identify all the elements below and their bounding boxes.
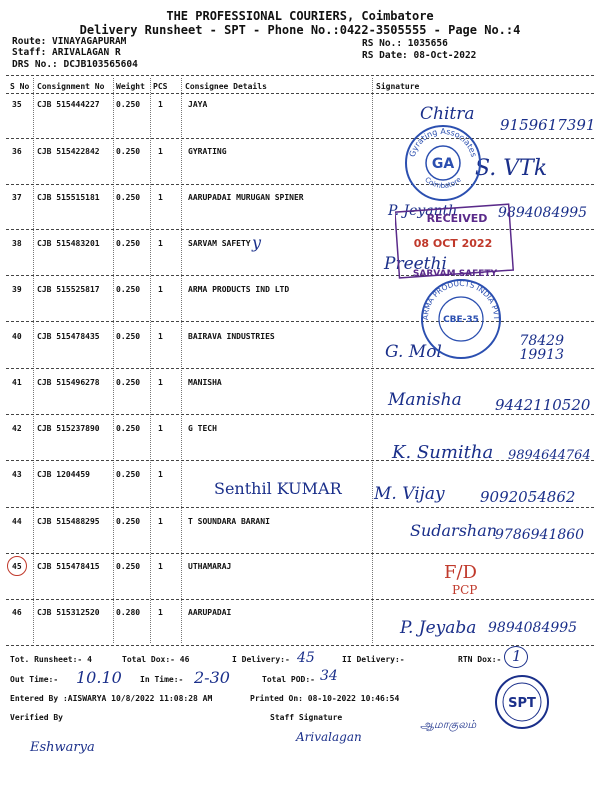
col-consignee: Consignee Details	[185, 82, 267, 91]
svg-text:Gyrating Associates	[408, 127, 479, 158]
signature-aarupadai-spiner: P. Jeyanth	[388, 203, 458, 219]
row-consignment: CJB 515478415	[37, 562, 100, 571]
row-consignment: CJB 515237890	[37, 424, 100, 433]
out-time-value: 10.10	[76, 668, 122, 687]
sarvam-stamp-text: SARVAM SAFETY	[412, 269, 498, 279]
handwritten-pcp: PCP	[452, 583, 478, 597]
row-pcs: 1	[158, 100, 163, 109]
row-pcs: 1	[158, 147, 163, 156]
col-pcs: PCS	[153, 82, 168, 91]
staff-signature-label: Staff Signature	[270, 713, 343, 722]
rtn-dox-label: RTN Dox:-	[458, 655, 502, 664]
row-sno: 39	[12, 285, 22, 294]
row-weight: 0.250	[116, 378, 141, 387]
staff-signature: Arivalagan	[296, 730, 362, 744]
signature-bairava: G. Mol	[385, 342, 442, 362]
row-pcs: 1	[158, 378, 163, 387]
row-weight: 0.250	[116, 100, 141, 109]
row-sno: 41	[12, 378, 22, 387]
verified-signature: Eshwarya	[30, 740, 95, 755]
staff-label: Staff: ARIVALAGAN R	[12, 47, 121, 58]
col-weight: Weight	[116, 82, 145, 91]
gyrating-stamp	[404, 124, 482, 202]
received-stamp	[395, 200, 515, 280]
col-sno: S No	[10, 82, 30, 91]
row-weight: 0.250	[116, 470, 141, 479]
in-time-value: 2-30	[194, 668, 230, 687]
row-consignee: MANISHA	[188, 378, 222, 387]
i-delivery-label: I Delivery:-	[232, 655, 290, 664]
rs-number: RS No.: 1035656	[362, 38, 448, 49]
arma-stamp	[420, 278, 502, 360]
tamil-note: ஆமாகுலம்	[420, 718, 477, 731]
row-consignment: CJB 515515181	[37, 193, 100, 202]
phone-bairava: 78429 19913	[519, 333, 564, 363]
row-sno: 36	[12, 147, 22, 156]
row-consignee: G TECH	[188, 424, 217, 433]
row-pcs: 1	[158, 608, 163, 617]
row-pcs: 1	[158, 424, 163, 433]
phone-gtech: 9894644764	[508, 448, 591, 463]
route-label: Route: VINAYAGAPURAM	[12, 36, 127, 47]
signature-aarupadai: P. Jeyaba	[400, 618, 477, 638]
row-weight: 0.280	[116, 608, 141, 617]
gyrating-stamp-top-text: Gyrating Associates	[407, 126, 479, 158]
total-pod-label: Total POD:-	[262, 675, 315, 684]
row-consignee: GYRATING	[188, 147, 227, 156]
arma-stamp-center: CBE-35	[443, 315, 479, 325]
row-consignment: CJB 515496278	[37, 378, 100, 387]
row-pcs: 1	[158, 239, 163, 248]
row-consignment: CJB 515444227	[37, 100, 100, 109]
signature-gtech: K. Sumitha	[392, 442, 494, 463]
phone-soundara: 9786941860	[495, 527, 585, 543]
company-title: THE PROFESSIONAL COURIERS, Coimbatore	[166, 9, 434, 23]
rtn-circle-mark	[504, 646, 528, 668]
row-weight: 0.250	[116, 517, 141, 526]
row-consignee: JAYA	[188, 100, 208, 109]
gyrating-stamp-bottom-text: Coimbatore	[423, 175, 463, 190]
row-weight: 0.250	[116, 239, 141, 248]
row-sno: 43	[12, 470, 22, 479]
row-sno: 42	[12, 424, 22, 433]
row-pcs: 1	[158, 470, 163, 479]
col-signature: Signature	[376, 82, 420, 91]
printed-on: Printed On: 08-10-2022 10:46:54	[250, 694, 400, 703]
row-sno: 38	[12, 239, 22, 248]
handwritten-y: y	[252, 233, 262, 252]
signature-gyrating: S. VTk	[475, 156, 548, 181]
row-pcs: 1	[158, 193, 163, 202]
phone-aarupadai: 9894084995	[488, 620, 578, 636]
row-consignment: CJB 1204459	[37, 470, 90, 479]
row-weight: 0.250	[116, 424, 141, 433]
spt-stamp-text: SPT	[508, 696, 536, 711]
rs-date: RS Date: 08-Oct-2022	[362, 50, 477, 61]
row-consignment: CJB 515525817	[37, 285, 100, 294]
arma-stamp-top-text: ARMA PRODUCTS INDIA PVT	[420, 278, 502, 321]
phone-manisha: 9442110520	[495, 396, 591, 414]
total-dox: Total Dox:- 46	[122, 655, 190, 664]
gyrating-stamp-center: GA	[431, 156, 455, 172]
signature-row-43: M. Vijay	[374, 484, 445, 504]
in-time-label: In Time:-	[140, 675, 184, 684]
row-weight: 0.250	[116, 285, 141, 294]
row-consignment: CJB 515488295	[37, 517, 100, 526]
phone-aarupadai-spiner: 9894084995	[498, 205, 588, 221]
svg-text:Coimbatore	[423, 176, 463, 190]
rtn-dox-value: 1	[512, 647, 522, 665]
signature-sarvam: Preethi	[384, 254, 447, 274]
out-time-label: Out Time:-	[10, 675, 59, 684]
drs-number: DRS No.: DCJB103565604	[12, 59, 138, 70]
spt-stamp	[494, 674, 550, 730]
row-weight: 0.250	[116, 147, 141, 156]
phone-jaya: 9159617391	[500, 116, 596, 134]
signature-manisha: Manisha	[388, 390, 462, 410]
row-consignee: UTHAMARAJ	[188, 562, 232, 571]
row-weight: 0.250	[116, 193, 141, 202]
red-circle-mark	[7, 556, 27, 576]
row-consignee: BAIRAVA INDUSTRIES	[188, 332, 275, 341]
row-consignee: T SOUNDARA BARANI	[188, 517, 270, 526]
signature-soundara: Sudarshan	[410, 521, 498, 540]
row-sno: 37	[12, 193, 22, 202]
row-consignment: CJB 515312520	[37, 608, 100, 617]
row-weight: 0.250	[116, 332, 141, 341]
row-consignment: CJB 515483201	[37, 239, 100, 248]
runsheet-subtitle: Delivery Runsheet - SPT - Phone No.:0422-3505555 - Page No.:4	[79, 23, 521, 37]
row-sno: 45	[12, 562, 22, 571]
row-consignment: CJB 515422842	[37, 147, 100, 156]
row-consignee: ARMA PRODUCTS IND LTD	[188, 285, 290, 294]
row-sno: 40	[12, 332, 22, 341]
col-consignment: Consignment No	[37, 82, 105, 91]
total-pod-value: 34	[320, 668, 338, 684]
handwritten-senthil-kumar: Senthil KUMAR	[214, 479, 342, 498]
i-delivery-value: 45	[297, 650, 315, 666]
row-sno: 44	[12, 517, 22, 526]
row-consignee: SARVAM SAFETY	[188, 239, 251, 248]
row-pcs: 1	[158, 517, 163, 526]
phone-row-43: 9092054862	[480, 488, 576, 506]
received-date: 08 OCT 2022	[413, 237, 493, 250]
row-pcs: 1	[158, 285, 163, 294]
row-weight: 0.250	[116, 562, 141, 571]
row-consignee: AARUPADAI	[188, 608, 232, 617]
signature-jaya: Chitra	[420, 104, 475, 124]
handwritten-fd: F/D	[444, 562, 477, 583]
row-sno: 46	[12, 608, 22, 617]
ii-delivery-label: II Delivery:-	[342, 655, 405, 664]
row-pcs: 1	[158, 332, 163, 341]
row-sno: 35	[12, 100, 22, 109]
received-text: RECEIVED	[426, 212, 488, 225]
verified-by-label: Verified By	[10, 713, 63, 722]
row-pcs: 1	[158, 562, 163, 571]
tot-runsheet: Tot. Runsheet:- 4	[10, 655, 92, 664]
row-consignment: CJB 515478435	[37, 332, 100, 341]
entered-by: Entered By :AISWARYA 10/8/2022 11:08:28 AM	[10, 694, 213, 703]
row-consignee: AARUPADAI MURUGAN SPINER	[188, 193, 304, 202]
